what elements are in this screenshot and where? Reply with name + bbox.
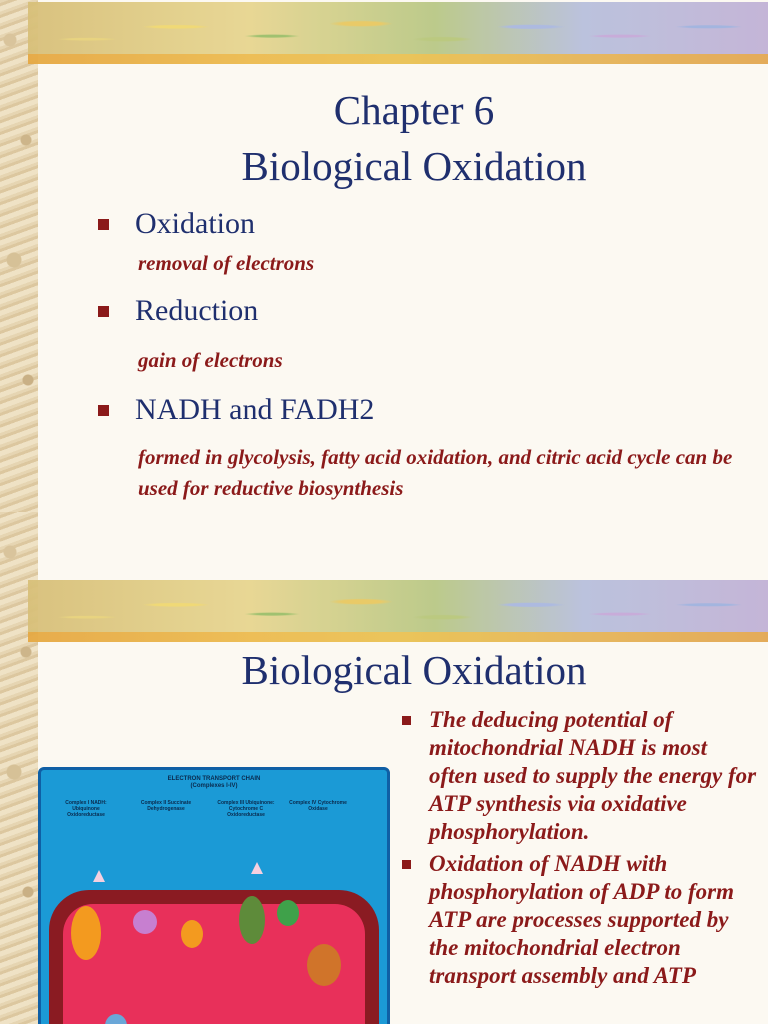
bullet-square-icon: [402, 716, 411, 725]
cytochrome-c-shape: [277, 900, 299, 926]
complex-iv-shape: [307, 944, 341, 986]
bullet-detail: gain of electrons: [138, 348, 283, 372]
slide-2-bullet-item: [396, 850, 758, 990]
bullet-text: Oxidation of NADH with phosphorylation of ADP to form ATP are processes supported by the mitochondrial electron transport assembly and ATP: [429, 851, 734, 988]
bullet-item-nadh: [98, 390, 738, 504]
complex-ii-fes-shape: [181, 920, 203, 948]
diagram-title-line-2: (Complexes I-IV): [190, 783, 238, 789]
diagram-title: [41, 776, 387, 790]
bullet-detail: removal of electrons: [138, 251, 315, 275]
slide-1-title-line-1: Chapter 6: [333, 87, 495, 133]
bullet-label: Oxidation: [135, 207, 255, 240]
electron-transport-chain-diagram: [38, 767, 390, 1024]
slide-1-bullet-list: [98, 204, 738, 504]
bullet-square-icon: [98, 405, 109, 416]
complex-ii-shape: [133, 910, 157, 934]
complex-iii-shape: [239, 896, 265, 944]
complex-i-shape: [71, 906, 101, 960]
bullet-text: The deducing potential of mitochondrial NADH is most often used to supply the energy for ATP synthesis via oxidative phosphorylation.: [429, 707, 757, 844]
decorative-flower-banner: [28, 580, 768, 642]
slide-2: [0, 512, 768, 1024]
slide-2-bullet-item: [396, 706, 758, 846]
slide-1-title-line-2: Biological Oxidation: [241, 143, 587, 189]
slide-2-title: Biological Oxidation: [241, 647, 587, 693]
complex-i-label: Complex I NADH: Ubiquinone Oxidoreductase: [65, 800, 107, 818]
banner-orange-stripe: [28, 632, 768, 642]
complex-ii-label: Complex II Succinate Dehydrogenase: [140, 800, 192, 812]
bullet-square-icon: [402, 860, 411, 869]
proton-arrow-icon: [251, 862, 263, 874]
bullet-detail: formed in glycolysis, fatty acid oxidation, and citric acid cycle can be used for reductive biosynthesis: [138, 445, 733, 500]
diagram-title-line-1: ELECTRON TRANSPORT CHAIN: [167, 776, 261, 782]
bullet-item-reduction: [98, 291, 738, 376]
bullet-square-icon: [98, 306, 109, 317]
banner-orange-stripe: [28, 54, 768, 64]
slide-2-bullet-list: [396, 706, 758, 994]
proton-arrow-icon: [93, 870, 105, 882]
decorative-flower-banner: [28, 2, 768, 64]
complex-iii-label: Complex III Ubiquinone: Cytochrome C Oxidoreductase: [217, 800, 275, 818]
decorative-left-strip: [0, 0, 38, 512]
bullet-label: Reduction: [135, 294, 259, 327]
bullet-square-icon: [98, 219, 109, 230]
complex-iv-label: Complex IV Cytochrome Oxidase: [289, 800, 347, 812]
bullet-label: NADH and FADH2: [135, 393, 375, 426]
bullet-item-oxidation: [98, 204, 738, 279]
